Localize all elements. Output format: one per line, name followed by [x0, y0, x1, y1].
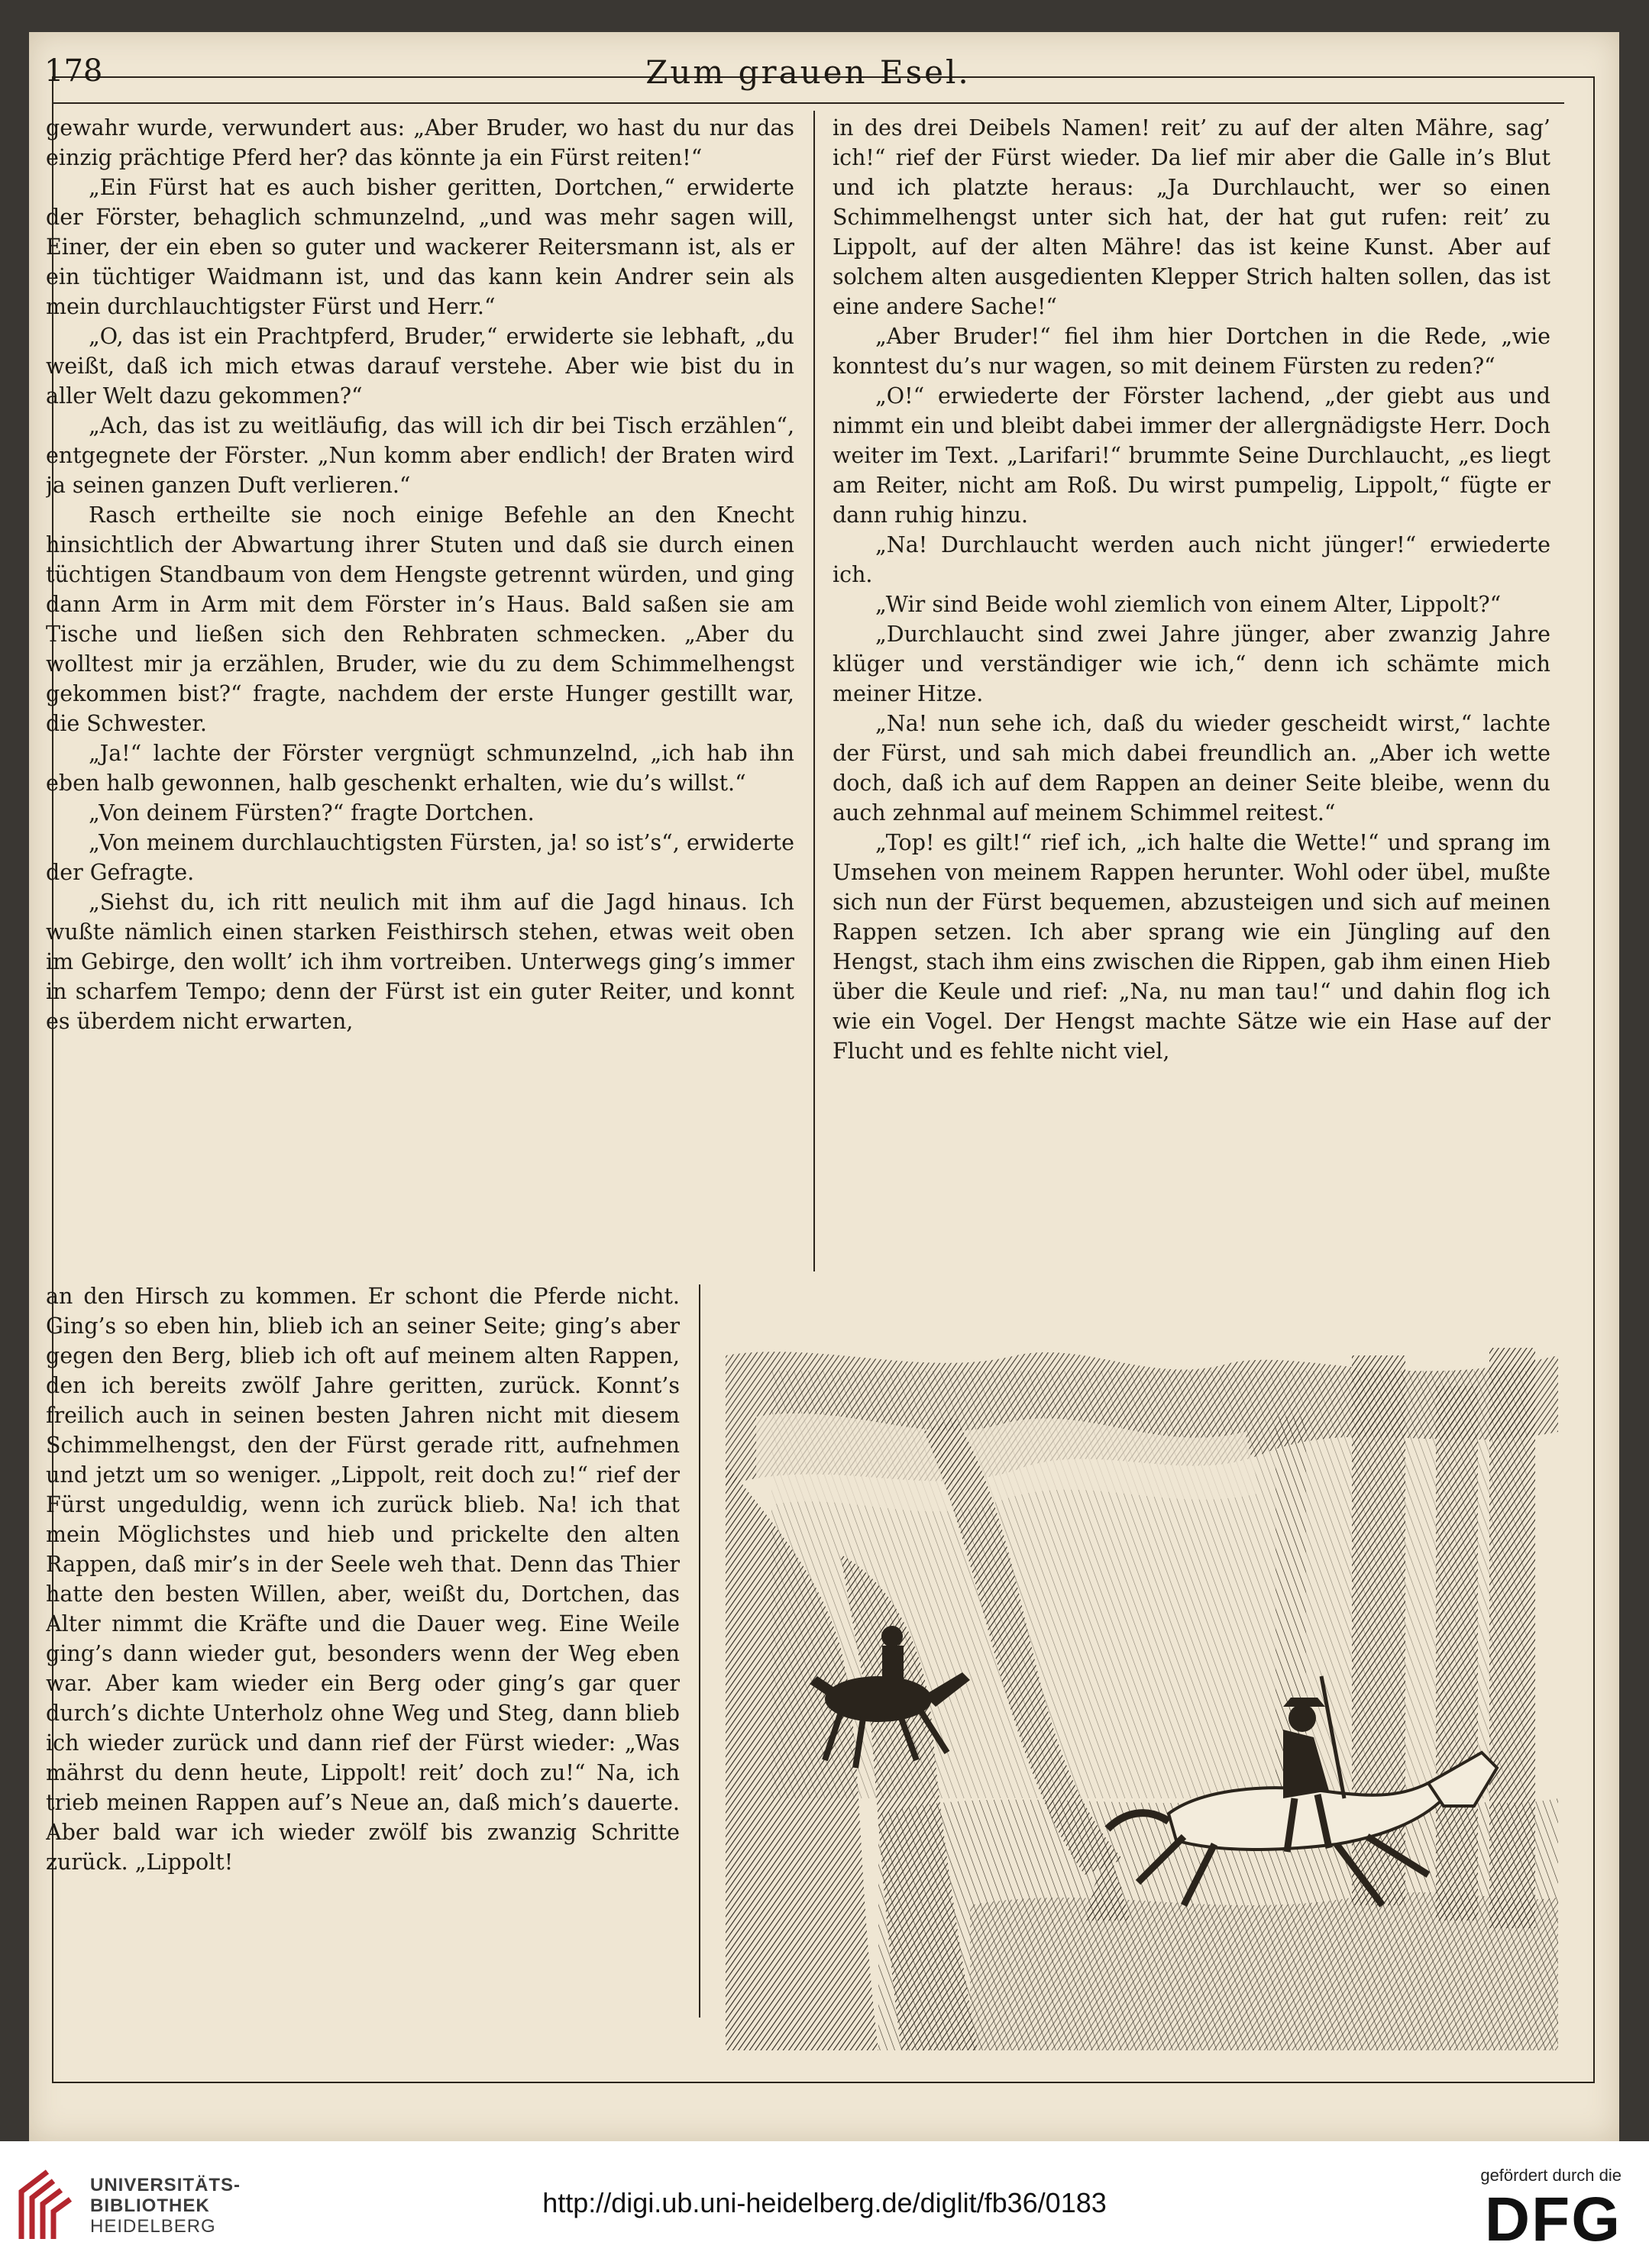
dfg-logo: DFG: [1484, 2185, 1622, 2254]
paragraph: in des drei Deibels Namen! reit’ zu auf der alten Mähre, sag’ ich!“ rief der Fürst wieder. Da lief mir aber die Galle in’s Blut und ich platzte heraus: „Ja Durchlaucht, wer so einen Schimmelhengst unter sich hat, der hat gut rufen: reit’ zu Lippolt, auf der alten Mähre! das ist keine Kunst. Aber auf solchem alten ausgedienten Klepper Strich halten sollen, das ist eine andere Sache!“: [833, 115, 1550, 319]
paragraph: „O, das ist ein Prachtpferd, Bruder,“ erwiderte sie lebhaft, „du weißt, daß ich mich etwas darauf verstehe. Aber wie bist du in aller Welt dazu gekommen?“: [46, 324, 794, 409]
paragraph: „Von deinem Fürsten?“ fragte Dortchen.: [89, 800, 535, 825]
running-title: Zum grauen Esel.: [645, 53, 971, 91]
paragraph: „Top! es gilt!“ rief ich, „ich halte die Wette!“ und sprang im Umsehen von meinem Rappen herunter. Wohl oder übel, mußte sich nun der Fürst bequemen, abzusteigen und sich auf meinen Rappen setzen. Ich aber sprang wie ein Jüngling auf den Hengst, stach ihm eins zwischen die Rippen, gab ihm einen Hieb über die Keule und rief: „Na, nu man tau!“ und dahin flog ich wie ein Vogel. Der Hengst machte Sätze wie ein Hase auf der Flucht und es fehlte nicht viel,: [833, 830, 1550, 1064]
engraving-svg: [726, 1325, 1558, 2050]
left-column-top: [46, 113, 794, 1281]
library-name: UNIVERSITÄTS- BIBLIOTHEK HEIDELBERG: [90, 2175, 241, 2237]
page-number: 178: [44, 53, 103, 89]
paragraph: „Siehst du, ich ritt neulich mit ihm auf die Jagd hinaus. Ich wußte nämlich einen starken Feisthirsch stehen, etwas weit oben im Gebirge, den wollt’ ich ihm vortreiben. Unterwegs ging’s immer in scharfem Tempo; denn der Fürst ist ein guter Reiter, und konnt es überdem nicht erwarten,: [46, 890, 794, 1034]
paragraph: „Na! nun sehe ich, daß du wieder gescheidt wirst,“ lachte der Fürst, und sah mich dabei freundlich an. „Aber ich wette doch, daß ich auf dem Rappen an deiner Seite bleibe, wenn du auch zehnmal auf meinem Schimmel reitest.“: [833, 711, 1550, 825]
sponsor-label: gefördert durch die: [1480, 2166, 1622, 2185]
column-rule: [699, 1284, 700, 2018]
paragraph: „Von meinem durchlauchtigsten Fürsten, ja! so ist’s“, erwiderte der Gefragte.: [46, 830, 794, 885]
paragraph: Rasch ertheilte sie noch einige Befehle an den Knecht hinsichtlich der Abwartung ihrer Stuten und daß sie durch einen tüchtigen Standbaum von dem Hengste getrennt würden, und ging dann Arm in Arm mit dem Förster in’s Haus. Bald saßen sie am Tische und ließen sich den Rehbraten schmecken. „Aber du wolltest mir ja erzählen, Bruder, wie du zu dem Schimmelhengst gekommen bist?“ fragte, nachdem der erste Hunger gestillt war, die Schwester.: [46, 502, 794, 736]
header-rule: [52, 102, 1564, 104]
permalink-url[interactable]: http://digi.ub.uni-heidelberg.de/diglit/fb36/0183: [542, 2187, 1107, 2218]
paragraph: „Na! Durchlaucht werden auch nicht jünger!“ erwiederte ich.: [833, 532, 1550, 587]
paragraph: an den Hirsch zu kommen. Er schont die Pferde nicht. Ging’s so eben hin, blieb ich an seiner Seite; ging’s aber gegen den Berg, blieb ich oft auf meinem alten Rappen, den ich bereits zwölf Jahre geritten, zurück. Konnt’s freilich auch in seinen besten Jahren nicht mit diesem Schimmelhengst, den der Fürst gerade ritt, aufnehmen und jetzt um so weniger. „Lippolt, reit doch zu!“ rief der Fürst ungeduldig, wenn ich zurück blieb. Na! ich that mein Möglichstes und hieb und prickelte den alten Rappen, daß mir’s in der Seele weh that. Denn das Thier hatte den besten Willen, aber, weißt du, Dortchen, das Alter nimmt die Kräfte und die Dauer weg. Eine Weile ging’s dann wieder gut, besonders wenn der Weg eben war. Aber kam wieder ein Berg oder ging’s gar quer durch’s dichte Unterholz ohne Weg und Steg, dann blieb ich wieder zurück und dann rief der Fürst wieder: „Was mährst du denn heute, Lippolt! reit’ doch zu!“ Na, ich trieb meinen Rappen auf’s Neue an, daß mich’s dauerte. Aber bald war ich wieder zwölf bis zwanzig Schritte zurück. „Lippolt!: [46, 1284, 680, 1875]
running-head: [44, 50, 1572, 104]
paragraph: „Ja!“ lachte der Förster vergnügt schmunzelnd, „ich hab ihn eben halb gewonnen, halb geschenkt erhalten, wie du’s willst.“: [46, 741, 794, 796]
left-column-bottom: [46, 1281, 680, 2045]
column-rule: [813, 111, 815, 1271]
paragraph: „O!“ erwiederte der Förster lachend, „der giebt aus und nimmt ein und bleibt dabei immer der allergnädigste Herr. Doch weiter im Text. „Larifari!“ brummte Seine Durchlaucht, „es liegt am Reiter, nicht am Roß. Du wirst pumpelig, Lippolt,“ fügte er dann ruhig hinzu.: [833, 383, 1550, 528]
paragraph: „Ein Fürst hat es auch bisher geritten, Dortchen,“ erwiderte der Förster, behaglich schmunzelnd, „und was mehr sagen will, Einer, der ein eben so guter und wackerer Reitersmann ist, als er ein tüchtiger Waidmann ist, und das kann kein Andrer sein als mein durchlauchtigster Fürst und Herr.“: [46, 175, 794, 319]
forest-riders-engraving: [726, 1325, 1558, 2050]
paragraph: „Durchlaucht sind zwei Jahre jünger, aber zwanzig Jahre klüger und verständiger wie ich,“ denn ich schämte mich meiner Hitze.: [833, 622, 1550, 706]
right-column: [833, 113, 1550, 1281]
paragraph: „Wir sind Beide wohl ziemlich von einem Alter, Lippolt?“: [875, 592, 1502, 617]
paragraph: „Aber Bruder!“ fiel ihm hier Dortchen in die Rede, „wie konntest du’s nur wagen, so mit deinem Fürsten zu reden?“: [833, 324, 1550, 379]
sponsor-block: [1480, 2166, 1622, 2254]
paragraph: gewahr wurde, verwundert aus: „Aber Bruder, wo hast du nur das einzig prächtige Pferd her? das könnte ja ein Fürst reiten!“: [46, 115, 794, 170]
paragraph: „Ach, das ist zu weitläufig, das will ich dir bei Tisch erzählen“, entgegnete der Förster. „Nun komm aber endlich! der Braten wird ja seinen ganzen Duft verlieren.“: [46, 413, 794, 498]
digitization-footer: [0, 2141, 1649, 2268]
